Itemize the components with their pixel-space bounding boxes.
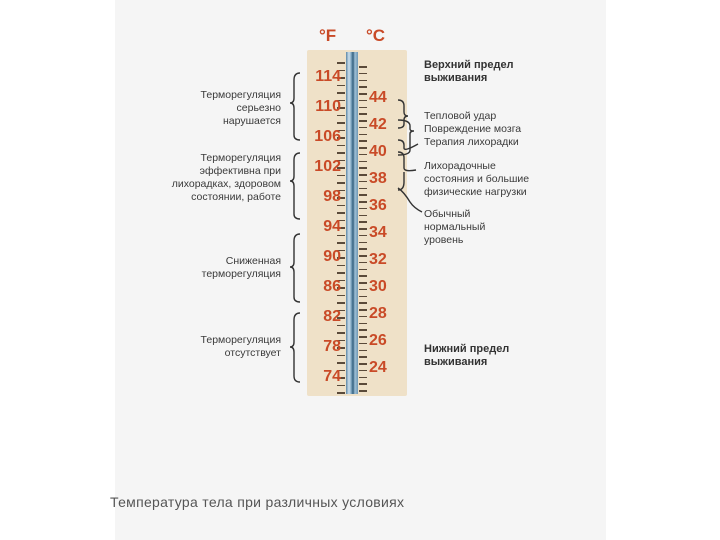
- bracket-heat-stroke: [398, 100, 408, 128]
- c-label: 34: [369, 224, 387, 241]
- note-effective-regulation: Терморегуляция эффективна при лихорадках, здоровом состоянии, работе: [171, 152, 281, 203]
- bracket-fever-states: [398, 152, 416, 190]
- figure-caption: Температура тела при различных условиях: [110, 494, 405, 510]
- bracket-fever-therapy: [398, 140, 418, 149]
- c-label: 38: [369, 170, 387, 187]
- f-label: 102: [314, 158, 341, 175]
- c-label: 28: [369, 305, 387, 322]
- note-fever-therapy: Терапия лихорадки: [424, 136, 519, 148]
- bracket-normal: [398, 188, 422, 212]
- c-label: 42: [369, 116, 387, 133]
- f-label: 78: [323, 338, 341, 355]
- f-label: 106: [314, 128, 341, 145]
- c-label: 24: [369, 359, 387, 376]
- fahrenheit-unit: °F: [319, 26, 337, 45]
- celsius-unit: °C: [366, 26, 386, 45]
- bracket-effective: [290, 153, 300, 219]
- f-label: 114: [315, 68, 341, 85]
- f-label: 94: [323, 218, 341, 235]
- c-label: 40: [369, 143, 387, 160]
- note-normal-level: Обычный нормальный уровень: [424, 208, 486, 246]
- note-no-regulation: Терморегуляция отсутствует: [200, 334, 281, 359]
- f-label: 82: [323, 308, 341, 325]
- c-label: 36: [369, 197, 387, 214]
- bracket-absent: [290, 313, 300, 382]
- f-label: 86: [323, 278, 341, 295]
- f-label: 110: [315, 98, 341, 115]
- bracket-serious: [290, 73, 300, 140]
- note-serious-impairment: Терморегуляция серьезно нарушается: [200, 89, 281, 127]
- note-fever-states: Лихорадочные состояния и большие физические нагрузки: [424, 160, 530, 198]
- note-brain-damage: Повреждение мозга: [424, 123, 522, 135]
- bracket-reduced: [290, 234, 300, 302]
- c-label: 26: [369, 332, 387, 349]
- f-label: 90: [323, 248, 341, 265]
- f-label: 98: [323, 188, 341, 205]
- c-label: 30: [369, 278, 387, 295]
- c-label: 44: [369, 89, 387, 106]
- note-upper-limit: Верхний предел выживания: [424, 59, 514, 84]
- note-heat-stroke: Тепловой удар: [424, 110, 497, 122]
- c-label: 32: [369, 251, 387, 268]
- f-label: 74: [323, 368, 341, 385]
- note-reduced-regulation: Сниженная терморегуляция: [201, 255, 281, 280]
- note-lower-limit: Нижний предел выживания: [424, 343, 510, 368]
